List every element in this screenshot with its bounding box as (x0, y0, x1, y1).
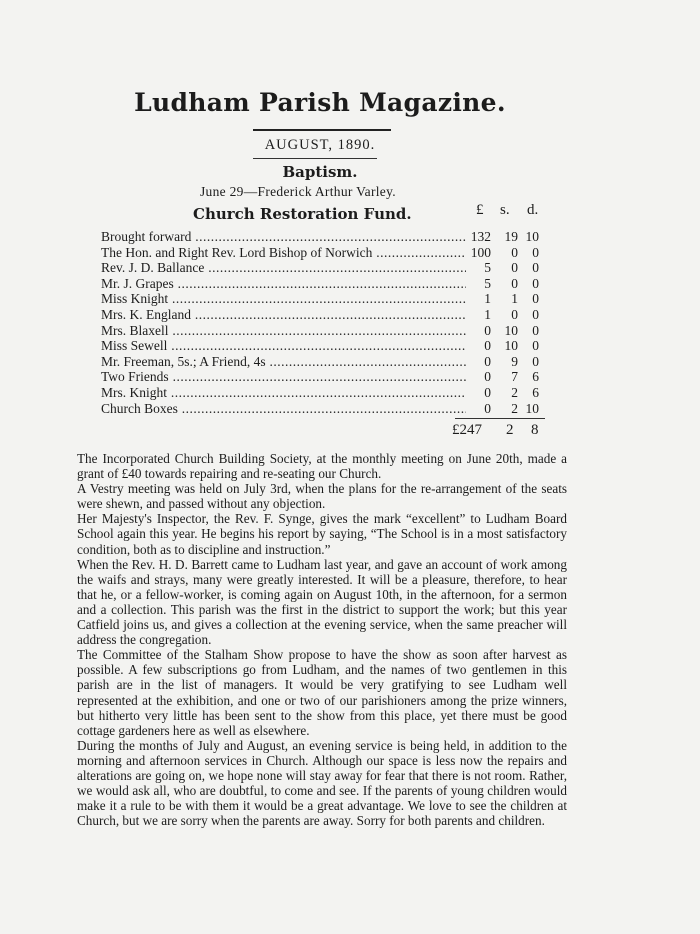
total-pence: 8 (531, 422, 539, 438)
fund-row-pence: 0 (532, 275, 539, 291)
fund-row-shillings: 0 (511, 260, 518, 276)
paragraph: The Committee of the Stalham Show propose to have the show as soon after harvest as possible. A few subscriptions go from Ludham, and the names of two gentlemen in this parish are in the list of managers. It would be very gratifying to see Ludham well represented at the exhibition, and one or two of our parishioners among the prize winners, but hitherto very little has been sent to the show from this place, yet there must be good cottage gardeners here as well as elsewhere. (77, 647, 567, 738)
fund-row-pounds: 0 (484, 400, 491, 416)
fund-row-name: Mrs. K. England ..... (101, 307, 466, 323)
fund-row-name: Church Boxes ..... (101, 401, 466, 417)
fund-row (101, 291, 551, 307)
fund-row-shillings: 0 (511, 275, 518, 291)
fund-row-name: Mr. J. Grapes ..... (101, 276, 466, 292)
fund-row (101, 323, 551, 339)
fund-heading: Church Restoration Fund. (193, 205, 412, 223)
fund-row-shillings: 1 (511, 291, 518, 307)
fund-row-name: Miss Knight ..... (101, 291, 466, 307)
baptism-entry: June 29—Frederick Arthur Varley. (200, 184, 396, 199)
fund-row-name: Brought forward ..... (101, 229, 466, 245)
article-body (77, 451, 567, 828)
paragraph: Her Majesty's Inspector, the Rev. F. Synge, gives the mark “excellent” to Ludham Board School again this year. He begins his report by saying, “The School is in a most satisfactory condition, both as to discipline and instruction.” (77, 511, 567, 557)
fund-row-pence: 0 (532, 322, 539, 338)
fund-row-name: Mrs. Knight ..... (101, 385, 466, 401)
fund-row (101, 229, 551, 245)
fund-row-name: Rev. J. D. Ballance ..... (101, 260, 466, 276)
issue-date: AUGUST, 1890. (264, 137, 376, 153)
fund-row-pence: 10 (525, 400, 539, 416)
fund-row-shillings: 2 (511, 384, 518, 400)
paragraph: A Vestry meeting was held on July 3rd, when the plans for the re-arrangement of the seats were shewn, and passed without any objection. (77, 481, 567, 512)
fund-row-shillings: 10 (504, 338, 518, 354)
fund-row (101, 369, 551, 385)
fund-row-shillings: 0 (511, 244, 518, 260)
fund-row-shillings: 7 (511, 369, 518, 385)
fund-row-pounds: 1 (484, 291, 491, 307)
baptism-heading: Baptism. (282, 163, 358, 181)
fund-row-name: The Hon. and Right Rev. Lord Bishop of Norwich ..... (101, 245, 466, 261)
fund-row-pence: 0 (532, 244, 539, 260)
fund-row (101, 307, 551, 323)
fund-row-pounds: 5 (484, 260, 491, 276)
col-pounds: £ (476, 202, 484, 218)
col-shillings: s. (500, 202, 510, 218)
fund-row (101, 338, 551, 354)
col-pence: d. (527, 202, 539, 218)
fund-table (101, 229, 551, 416)
sum-rule (455, 418, 545, 419)
paragraph: During the months of July and August, an evening service is being held, in addition to the morning and afternoon services in Church. Although our space is less now the repairs and alterations are going on, we hope none will stay away for fear that there is not room. Rather, we would ask all, who are doubtful, to come and see. If the parents of young children would make it a rule to be with them it would be a great advantage. We love to see the children at Church, but we are sorry when the parents are away. Sorry for both parents and children. (77, 737, 567, 829)
fund-row-pounds: 0 (484, 322, 491, 338)
fund-row-name: Mr. Freeman, 5s.; A Friend, 4s ..... (101, 354, 466, 370)
fund-row-name: Mrs. Blaxell ..... (101, 323, 466, 339)
fund-row-pounds: 132 (470, 229, 491, 244)
fund-row-pounds: 5 (484, 275, 491, 291)
fund-row-pence: 6 (532, 369, 539, 385)
fund-row-pence: 0 (532, 306, 539, 322)
masthead-title: Ludham Parish Magazine. (134, 88, 506, 117)
title-rule (253, 129, 391, 131)
fund-row (101, 401, 551, 417)
fund-row-pence: 0 (532, 260, 539, 276)
fund-row-pounds: 0 (484, 338, 491, 354)
total-shillings: 2 (506, 422, 514, 438)
fund-row-pence: 6 (532, 384, 539, 400)
fund-row (101, 245, 551, 261)
fund-row-pounds: 100 (470, 244, 491, 260)
fund-row-pounds: 0 (484, 353, 491, 369)
total-pounds: £247 (452, 422, 482, 438)
fund-row-pence: 10 (525, 229, 539, 244)
fund-row-pence: 0 (532, 338, 539, 354)
fund-row (101, 354, 551, 370)
fund-row-pounds: 1 (484, 306, 491, 322)
fund-row-shillings: 10 (504, 322, 518, 338)
date-rule (253, 158, 377, 159)
fund-row (101, 260, 551, 276)
fund-row-shillings: 9 (511, 353, 518, 369)
fund-row-pounds: 0 (484, 384, 491, 400)
fund-row-shillings: 19 (504, 229, 518, 244)
paragraph: When the Rev. H. D. Barrett came to Ludham last year, and gave an account of work among the waifs and strays, many were greatly interested. It will be a pleasure, therefore, to hear that he, or a fellow-worker, is coming again on August 10th, in the afternoon, for a sermon and a collection. This parish was the first in the district to support the work; but this year Catfield joins us, and gives a collection at the evening service, when the same preacher will address the congregation. (77, 556, 567, 648)
fund-row (101, 385, 551, 401)
fund-row-shillings: 0 (511, 306, 518, 322)
fund-row-shillings: 2 (511, 400, 518, 416)
paragraph: The Incorporated Church Building Society, at the monthly meeting on June 20th, made a grant of £40 towards repairing and re-seating our Church. (77, 451, 567, 482)
fund-row-pence: 0 (532, 353, 539, 369)
fund-row-name: Miss Sewell ..... (101, 338, 466, 354)
fund-row-pence: 0 (532, 291, 539, 307)
fund-row-pounds: 0 (484, 369, 491, 385)
fund-row-name: Two Friends ..... (101, 369, 466, 385)
fund-row (101, 276, 551, 292)
